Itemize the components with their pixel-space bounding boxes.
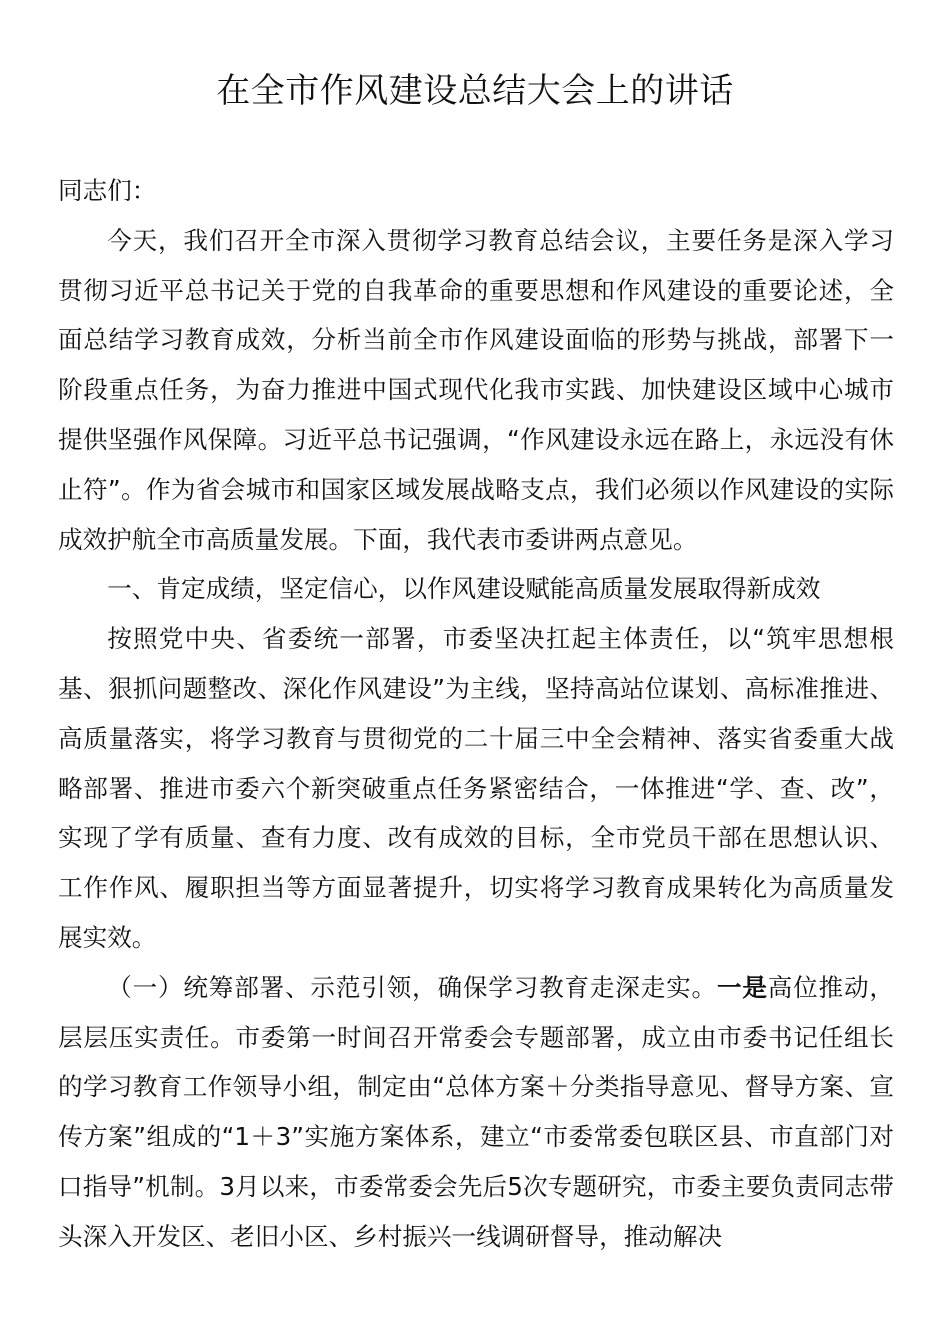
paragraph-intro: 今天，我们召开全市深入贯彻学习教育总结会议，主要任务是深入学习贯彻习近平总书记关于党的自我革命的重要思想和作风建设的重要论述，全面总结学习教育成效，分析当前全市作风建设面临的形势与挑战，部署下一阶段重点任务，为奋力推进中国式现代化我市实践、加快建设区域中心城市提供坚强作风保障。习近平总书记强调，“作风建设永远在路上，永远没有休止符”。作为省会城市和国家区域发展战略支点，我们必须以作风建设的实际成效护航全市高质量发展。下面，我代表市委讲两点意见。 — [58, 225, 894, 554]
salutation: 同志们： — [58, 176, 157, 205]
subsection-heading: （一）统筹部署、示范引领，确保学习教育走深走实。 — [107, 972, 717, 1002]
paragraph-achievements: 按照党中央、省委统一部署，市委坚决扛起主体责任，以“筑牢思想根基、狠抓问题整改、深化作风建设”为主线，坚持高站位谋划、高标准推进、高质量落实，将学习教育与贯彻党的二十届三中全会精神、落实省委重大战略部署、推进市委六个新突破重点任务紧密结合，一体推进“学、查、改”，实现了学有质量、查有力度、改有成效的目标，全市党员干部在思想认识、工作作风、履职担当等方面显著提升，切实将学习教育成果转化为高质量发展实效。 — [58, 624, 894, 952]
document-body — [58, 166, 894, 1262]
document-title: 在全市作风建设总结大会上的讲话 — [216, 71, 734, 111]
bold-point-marker: 一是 — [716, 972, 768, 1002]
paragraph-subsection-1 — [58, 963, 894, 1262]
section-heading-1: 一、肯定成绩，坚定信心，以作风建设赋能高质量发展取得新成效 — [107, 574, 821, 604]
subsection-text: 高位推动，层层压实责任。市委第一时间召开常委会专题部署，成立由市委书记任组长的学习教育工作领导小组，制定由“总体方案＋分类指导意见、督导方案、宣传方案”组成的“1＋3”实施方案体系，建立“市委常委包联区县、市直部门对口指导”机制。3月以来，市委常委会先后5次专题研究，市委主要负责同志带头深入开发区、老旧小区、乡村振兴一线调研督导，推动解决 — [58, 972, 894, 1251]
